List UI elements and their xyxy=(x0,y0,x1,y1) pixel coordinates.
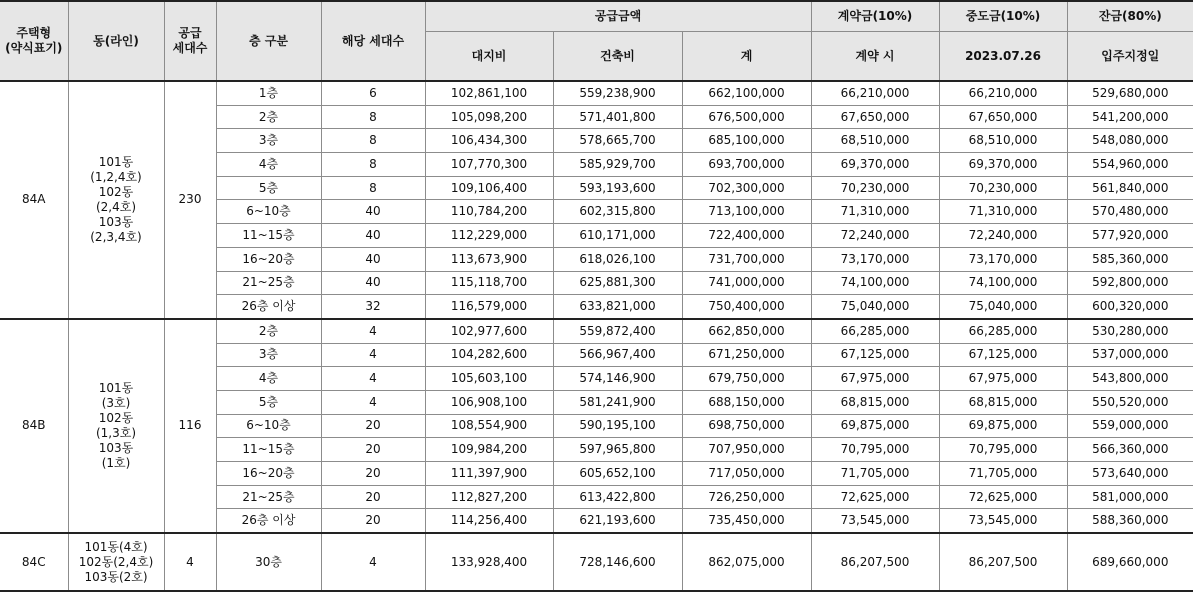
cell-units: 40 xyxy=(321,224,425,248)
cell-balance: 537,000,000 xyxy=(1067,343,1193,367)
cell-building: 559,872,400 xyxy=(553,319,682,343)
cell-type: 84A xyxy=(0,81,68,319)
cell-floor: 16~20층 xyxy=(216,462,321,486)
cell-middle: 70,795,000 xyxy=(939,438,1067,462)
cell-contract: 73,545,000 xyxy=(811,509,939,533)
cell-floor: 2층 xyxy=(216,319,321,343)
cell-total: 698,750,000 xyxy=(682,414,811,438)
cell-land: 113,673,900 xyxy=(425,247,553,271)
table-row xyxy=(0,319,1193,343)
cell-units: 20 xyxy=(321,485,425,509)
cell-units: 20 xyxy=(321,509,425,533)
cell-building: 597,965,800 xyxy=(553,438,682,462)
cell-floor: 11~15층 xyxy=(216,438,321,462)
cell-total: 735,450,000 xyxy=(682,509,811,533)
dong-line: (1,3호) xyxy=(95,425,137,440)
cell-units: 6 xyxy=(321,81,425,105)
dong-line: 101동 xyxy=(98,380,134,395)
cell-building: 728,146,600 xyxy=(553,533,682,591)
header-type xyxy=(0,1,68,81)
cell-middle: 73,170,000 xyxy=(939,247,1067,271)
cell-land: 108,554,900 xyxy=(425,414,553,438)
cell-middle: 68,815,000 xyxy=(939,390,1067,414)
dong-line: 101동 xyxy=(98,154,134,169)
header-dong: 동(라인) xyxy=(68,1,164,81)
cell-units: 8 xyxy=(321,129,425,153)
cell-middle: 71,310,000 xyxy=(939,200,1067,224)
cell-contract: 86,207,500 xyxy=(811,533,939,591)
cell-contract: 71,705,000 xyxy=(811,462,939,486)
cell-total: 722,400,000 xyxy=(682,224,811,248)
cell-land: 114,256,400 xyxy=(425,509,553,533)
cell-building: 618,026,100 xyxy=(553,247,682,271)
cell-floor: 30층 xyxy=(216,533,321,591)
cell-total: 688,150,000 xyxy=(682,390,811,414)
dong-line: (1호) xyxy=(101,455,131,470)
cell-units: 20 xyxy=(321,414,425,438)
cell-balance: 561,840,000 xyxy=(1067,176,1193,200)
cell-middle: 66,210,000 xyxy=(939,81,1067,105)
cell-contract: 70,230,000 xyxy=(811,176,939,200)
cell-total: 662,100,000 xyxy=(682,81,811,105)
cell-land: 107,770,300 xyxy=(425,153,553,177)
cell-total: 671,250,000 xyxy=(682,343,811,367)
cell-balance: 530,280,000 xyxy=(1067,319,1193,343)
cell-land: 105,603,100 xyxy=(425,367,553,391)
cell-building: 559,238,900 xyxy=(553,81,682,105)
cell-floor: 26층 이상 xyxy=(216,509,321,533)
cell-contract: 70,795,000 xyxy=(811,438,939,462)
cell-building: 585,929,700 xyxy=(553,153,682,177)
cell-land: 111,397,900 xyxy=(425,462,553,486)
dong-line: 102동 xyxy=(98,184,134,199)
cell-units: 20 xyxy=(321,462,425,486)
cell-supply: 4 xyxy=(164,533,216,591)
cell-building: 621,193,600 xyxy=(553,509,682,533)
cell-units: 8 xyxy=(321,153,425,177)
cell-supply: 230 xyxy=(164,81,216,319)
cell-balance: 588,360,000 xyxy=(1067,509,1193,533)
cell-units: 40 xyxy=(321,247,425,271)
cell-floor: 21~25층 xyxy=(216,485,321,509)
cell-units: 4 xyxy=(321,319,425,343)
dong-line: 101동(4호) xyxy=(84,539,148,554)
table-row xyxy=(0,533,1193,591)
header-supply-amount: 공급금액 xyxy=(425,1,811,32)
cell-building: 605,652,100 xyxy=(553,462,682,486)
dong-line: 103동(2호) xyxy=(84,569,148,584)
cell-middle: 72,625,000 xyxy=(939,485,1067,509)
cell-land: 109,984,200 xyxy=(425,438,553,462)
cell-balance: 541,200,000 xyxy=(1067,105,1193,129)
cell-building: 602,315,800 xyxy=(553,200,682,224)
header-middle-sub: 2023.07.26 xyxy=(939,32,1067,82)
cell-dong xyxy=(68,81,164,319)
cell-floor: 26층 이상 xyxy=(216,295,321,319)
cell-land: 102,861,100 xyxy=(425,81,553,105)
table-header xyxy=(0,1,1193,81)
header-total: 계 xyxy=(682,32,811,82)
cell-middle: 75,040,000 xyxy=(939,295,1067,319)
cell-units: 40 xyxy=(321,271,425,295)
cell-contract: 67,975,000 xyxy=(811,367,939,391)
cell-contract: 69,370,000 xyxy=(811,153,939,177)
cell-total: 862,075,000 xyxy=(682,533,811,591)
cell-land: 112,827,200 xyxy=(425,485,553,509)
cell-building: 593,193,600 xyxy=(553,176,682,200)
cell-contract: 68,815,000 xyxy=(811,390,939,414)
cell-contract: 66,285,000 xyxy=(811,319,939,343)
cell-balance: 585,360,000 xyxy=(1067,247,1193,271)
cell-building: 633,821,000 xyxy=(553,295,682,319)
dong-line: 103동 xyxy=(98,440,134,455)
cell-contract: 67,650,000 xyxy=(811,105,939,129)
cell-total: 713,100,000 xyxy=(682,200,811,224)
cell-middle: 71,705,000 xyxy=(939,462,1067,486)
cell-balance: 573,640,000 xyxy=(1067,462,1193,486)
cell-type: 84B xyxy=(0,319,68,533)
cell-building: 578,665,700 xyxy=(553,129,682,153)
cell-units: 8 xyxy=(321,176,425,200)
cell-land: 115,118,700 xyxy=(425,271,553,295)
dong-line: 102동(2,4호) xyxy=(78,554,154,569)
cell-type: 84C xyxy=(0,533,68,591)
cell-balance: 548,080,000 xyxy=(1067,129,1193,153)
cell-balance: 543,800,000 xyxy=(1067,367,1193,391)
dong-line: 103동 xyxy=(98,214,134,229)
cell-total: 731,700,000 xyxy=(682,247,811,271)
cell-middle: 67,975,000 xyxy=(939,367,1067,391)
cell-middle: 86,207,500 xyxy=(939,533,1067,591)
cell-total: 750,400,000 xyxy=(682,295,811,319)
table-row xyxy=(0,81,1193,105)
cell-middle: 74,100,000 xyxy=(939,271,1067,295)
cell-building: 581,241,900 xyxy=(553,390,682,414)
cell-floor: 5층 xyxy=(216,390,321,414)
cell-floor: 2층 xyxy=(216,105,321,129)
cell-total: 679,750,000 xyxy=(682,367,811,391)
cell-floor: 3층 xyxy=(216,129,321,153)
cell-building: 610,171,000 xyxy=(553,224,682,248)
cell-floor: 3층 xyxy=(216,343,321,367)
cell-units: 32 xyxy=(321,295,425,319)
cell-land: 110,784,200 xyxy=(425,200,553,224)
cell-floor: 16~20층 xyxy=(216,247,321,271)
cell-floor: 5층 xyxy=(216,176,321,200)
header-supply-line1: 공급 xyxy=(178,26,202,40)
cell-units: 4 xyxy=(321,533,425,591)
cell-land: 105,098,200 xyxy=(425,105,553,129)
header-contract-sub: 계약 시 xyxy=(811,32,939,82)
cell-land: 112,229,000 xyxy=(425,224,553,248)
cell-balance: 600,320,000 xyxy=(1067,295,1193,319)
cell-units: 4 xyxy=(321,343,425,367)
cell-balance: 559,000,000 xyxy=(1067,414,1193,438)
header-units: 해당 세대수 xyxy=(321,1,425,81)
cell-building: 566,967,400 xyxy=(553,343,682,367)
header-supply xyxy=(164,1,216,81)
table-body xyxy=(0,81,1193,591)
header-type-line1: 주택형 xyxy=(16,26,52,40)
cell-total: 693,700,000 xyxy=(682,153,811,177)
header-type-line2: (약식표기) xyxy=(5,41,63,55)
cell-total: 726,250,000 xyxy=(682,485,811,509)
cell-contract: 67,125,000 xyxy=(811,343,939,367)
header-balance-sub: 입주지정일 xyxy=(1067,32,1193,82)
cell-middle: 73,545,000 xyxy=(939,509,1067,533)
cell-middle: 72,240,000 xyxy=(939,224,1067,248)
cell-middle: 67,125,000 xyxy=(939,343,1067,367)
cell-supply: 116 xyxy=(164,319,216,533)
cell-floor: 6~10층 xyxy=(216,414,321,438)
cell-middle: 67,650,000 xyxy=(939,105,1067,129)
cell-total: 702,300,000 xyxy=(682,176,811,200)
cell-dong xyxy=(68,319,164,533)
cell-units: 20 xyxy=(321,438,425,462)
cell-balance: 689,660,000 xyxy=(1067,533,1193,591)
cell-balance: 581,000,000 xyxy=(1067,485,1193,509)
cell-units: 4 xyxy=(321,367,425,391)
cell-contract: 75,040,000 xyxy=(811,295,939,319)
cell-total: 717,050,000 xyxy=(682,462,811,486)
header-land: 대지비 xyxy=(425,32,553,82)
dong-line: (1,2,4호) xyxy=(90,169,142,184)
cell-building: 590,195,100 xyxy=(553,414,682,438)
cell-total: 676,500,000 xyxy=(682,105,811,129)
cell-building: 625,881,300 xyxy=(553,271,682,295)
cell-units: 4 xyxy=(321,390,425,414)
header-middle: 중도금(10%) xyxy=(939,1,1067,32)
cell-contract: 66,210,000 xyxy=(811,81,939,105)
cell-land: 102,977,600 xyxy=(425,319,553,343)
cell-contract: 72,240,000 xyxy=(811,224,939,248)
dong-line: (2,4호) xyxy=(95,199,137,214)
header-building: 건축비 xyxy=(553,32,682,82)
cell-total: 662,850,000 xyxy=(682,319,811,343)
cell-land: 109,106,400 xyxy=(425,176,553,200)
cell-balance: 529,680,000 xyxy=(1067,81,1193,105)
cell-floor: 4층 xyxy=(216,153,321,177)
cell-balance: 592,800,000 xyxy=(1067,271,1193,295)
cell-land: 116,579,000 xyxy=(425,295,553,319)
cell-balance: 554,960,000 xyxy=(1067,153,1193,177)
cell-land: 106,908,100 xyxy=(425,390,553,414)
cell-floor: 11~15층 xyxy=(216,224,321,248)
header-balance: 잔금(80%) xyxy=(1067,1,1193,32)
cell-floor: 6~10층 xyxy=(216,200,321,224)
cell-floor: 4층 xyxy=(216,367,321,391)
cell-building: 574,146,900 xyxy=(553,367,682,391)
header-supply-line2: 세대수 xyxy=(172,41,208,55)
cell-floor: 21~25층 xyxy=(216,271,321,295)
cell-middle: 70,230,000 xyxy=(939,176,1067,200)
cell-contract: 69,875,000 xyxy=(811,414,939,438)
cell-middle: 68,510,000 xyxy=(939,129,1067,153)
cell-building: 613,422,800 xyxy=(553,485,682,509)
cell-dong xyxy=(68,533,164,591)
dong-line: (3호) xyxy=(101,395,131,410)
cell-units: 8 xyxy=(321,105,425,129)
cell-balance: 577,920,000 xyxy=(1067,224,1193,248)
cell-contract: 73,170,000 xyxy=(811,247,939,271)
cell-balance: 550,520,000 xyxy=(1067,390,1193,414)
cell-middle: 69,875,000 xyxy=(939,414,1067,438)
cell-middle: 66,285,000 xyxy=(939,319,1067,343)
cell-contract: 72,625,000 xyxy=(811,485,939,509)
cell-contract: 71,310,000 xyxy=(811,200,939,224)
cell-total: 707,950,000 xyxy=(682,438,811,462)
cell-units: 40 xyxy=(321,200,425,224)
dong-line: (2,3,4호) xyxy=(90,229,142,244)
cell-contract: 74,100,000 xyxy=(811,271,939,295)
cell-building: 571,401,800 xyxy=(553,105,682,129)
cell-balance: 566,360,000 xyxy=(1067,438,1193,462)
cell-balance: 570,480,000 xyxy=(1067,200,1193,224)
cell-land: 133,928,400 xyxy=(425,533,553,591)
dong-line: 102동 xyxy=(98,410,134,425)
cell-total: 741,000,000 xyxy=(682,271,811,295)
cell-middle: 69,370,000 xyxy=(939,153,1067,177)
cell-floor: 1층 xyxy=(216,81,321,105)
header-contract: 계약금(10%) xyxy=(811,1,939,32)
cell-contract: 68,510,000 xyxy=(811,129,939,153)
cell-land: 106,434,300 xyxy=(425,129,553,153)
cell-land: 104,282,600 xyxy=(425,343,553,367)
header-floor: 층 구분 xyxy=(216,1,321,81)
cell-total: 685,100,000 xyxy=(682,129,811,153)
